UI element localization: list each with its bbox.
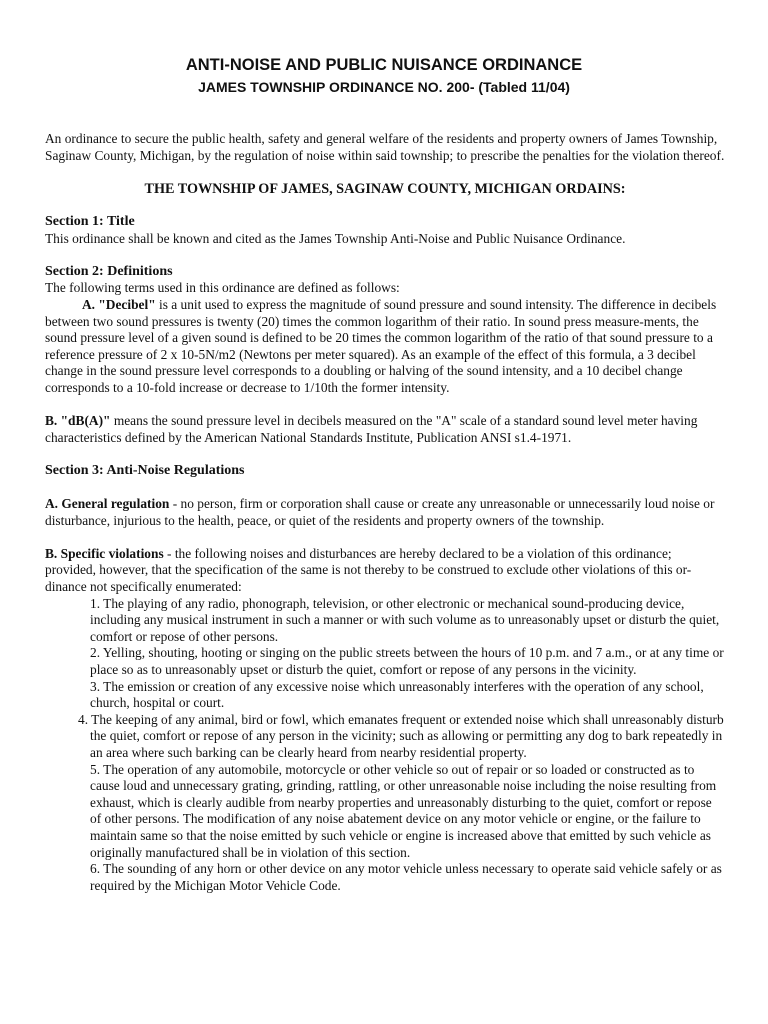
definition-dba: [45, 413, 725, 446]
document-title: ANTI-NOISE AND PUBLIC NUISANCE ORDINANCE: [185, 56, 583, 74]
ordains-heading: THE TOWNSHIP OF JAMES, SAGINAW COUNTY, MICHIGAN ORDAINS:: [144, 180, 626, 197]
specific-violations-text: - the following noises and disturbances are hereby declared to be a violation of this ordinance; provided, however, that the specification of the same is not thereby to be construed to exclude other violations of this or-dinance not specifically enumerated:: [45, 545, 692, 595]
general-regulation-text: - no person, firm or corporation shall cause or create any unreasonable or unnecessarily loud noise or disturbance, injurious to the health, peace, or quiet of the residents and property owners of the township.: [45, 496, 715, 528]
definition-dba-text: means the sound pressure level in decibels measured on the "A" scale of a standard sound level meter having characteristics defined by the American National Standards Institute, Publication ANSI s1.4-1971.: [45, 413, 698, 445]
section1-text: This ordinance shall be known and cited as the James Township Anti-Noise and Public Nuisance Ordinance.: [45, 230, 626, 246]
general-regulation: [45, 496, 725, 529]
violation-item: 5. The operation of any automobile, motorcycle or other vehicle so out of repair or so loaded or constructed as to cause loud and unnecessary grating, grinding, rattling, or other unreasonable noise including the noise resulting from exhaust, which is clearly audible from nearby properties and unreasonably disturbing to the quiet, comfort or repose of other persons. The modification of any noise abatement device on any motor vehicle or engine, or the failure to maintain same so that the noise emitted by such vehicle or engine is increased above that emitted by such vehicle as originally manufactured shall be in violation of this section.: [90, 761, 717, 860]
definition-decibel-text: is a unit used to express the magnitude of sound pressure and sound intensity. The difference in decibels between two sound pressures is twenty (20) times the common logarithm of their ratio. In sound press measure-ments, the sound pressure level of a given sound is defined to be 20 times the common logarithm of the ratio of that sound pressure to a reference pressure of 2 x 10-5N/m2 (Newtons per meter squared). As an example of the effect of this formula, a 3 decibel change in the sound pressure level corresponds to a doubling or halving of the sound intensity, and a 10 decibel change corresponds to a 10-fold increase or decrease to 1/10th the former intensity.: [45, 296, 717, 395]
definition-decibel-label: A. "Decibel": [82, 296, 156, 312]
violation-item: 3. The emission or creation of any excessive noise which unreasonably interferes with the operation of any school, church, hospital or court.: [90, 678, 704, 711]
violation-item: 6. The sounding of any horn or other device on any motor vehicle unless necessary to operate said vehicle safely or as required by the Michigan Motor Vehicle Code.: [90, 861, 722, 893]
section3-heading: Section 3: Anti-Noise Regulations: [45, 462, 245, 478]
specific-violations-label: B. Specific violations: [45, 545, 164, 561]
specific-violations: [45, 546, 725, 596]
violation-item: 2. Yelling, shouting, hooting or singing on the public streets between the hours of 10 p.m. and 7 a.m., or at any time or place so as to unreasonably upset or disturb the quiet, comfort or repose of any persons in the vicinity.: [90, 645, 724, 677]
document-subtitle: JAMES TOWNSHIP ORDINANCE NO. 200- (Tabled 11/04): [198, 79, 570, 95]
section2-intro: The following terms used in this ordinance are defined as follows:: [45, 280, 400, 296]
violation-item: 1. The playing of any radio, phonograph, television, or other electronic or mechanical sound-producing device, including any musical instrument in such a manner or with such volume as to unreasonably upset or disturb the quiet, comfort or repose of other persons.: [90, 595, 720, 644]
definition-dba-label: B. "dB(A)": [45, 413, 111, 429]
general-regulation-label: A. General regulation: [45, 496, 170, 512]
violation-item: 4. The keeping of any animal, bird or fowl, which emanates frequent or extended noise which shall unreasonably disturb the quiet, comfort or repose of any person in the vicinity; such as allowing or permitting any dog to bark repeatedly in an area where such barking can be clearly heard from nearby residential property.: [78, 711, 724, 760]
intro-paragraph: An ordinance to secure the public health, safety and general welfare of the residents and property owners of James Township, Saginaw County, Michigan, by the regulation of noise within said township; to prescribe the penalties for the violation thereof.: [45, 131, 725, 163]
section2-heading: Section 2: Definitions: [45, 263, 173, 279]
definition-decibel: [45, 297, 725, 397]
section1-heading: Section 1: Title: [45, 213, 135, 229]
document-body: [45, 131, 725, 894]
